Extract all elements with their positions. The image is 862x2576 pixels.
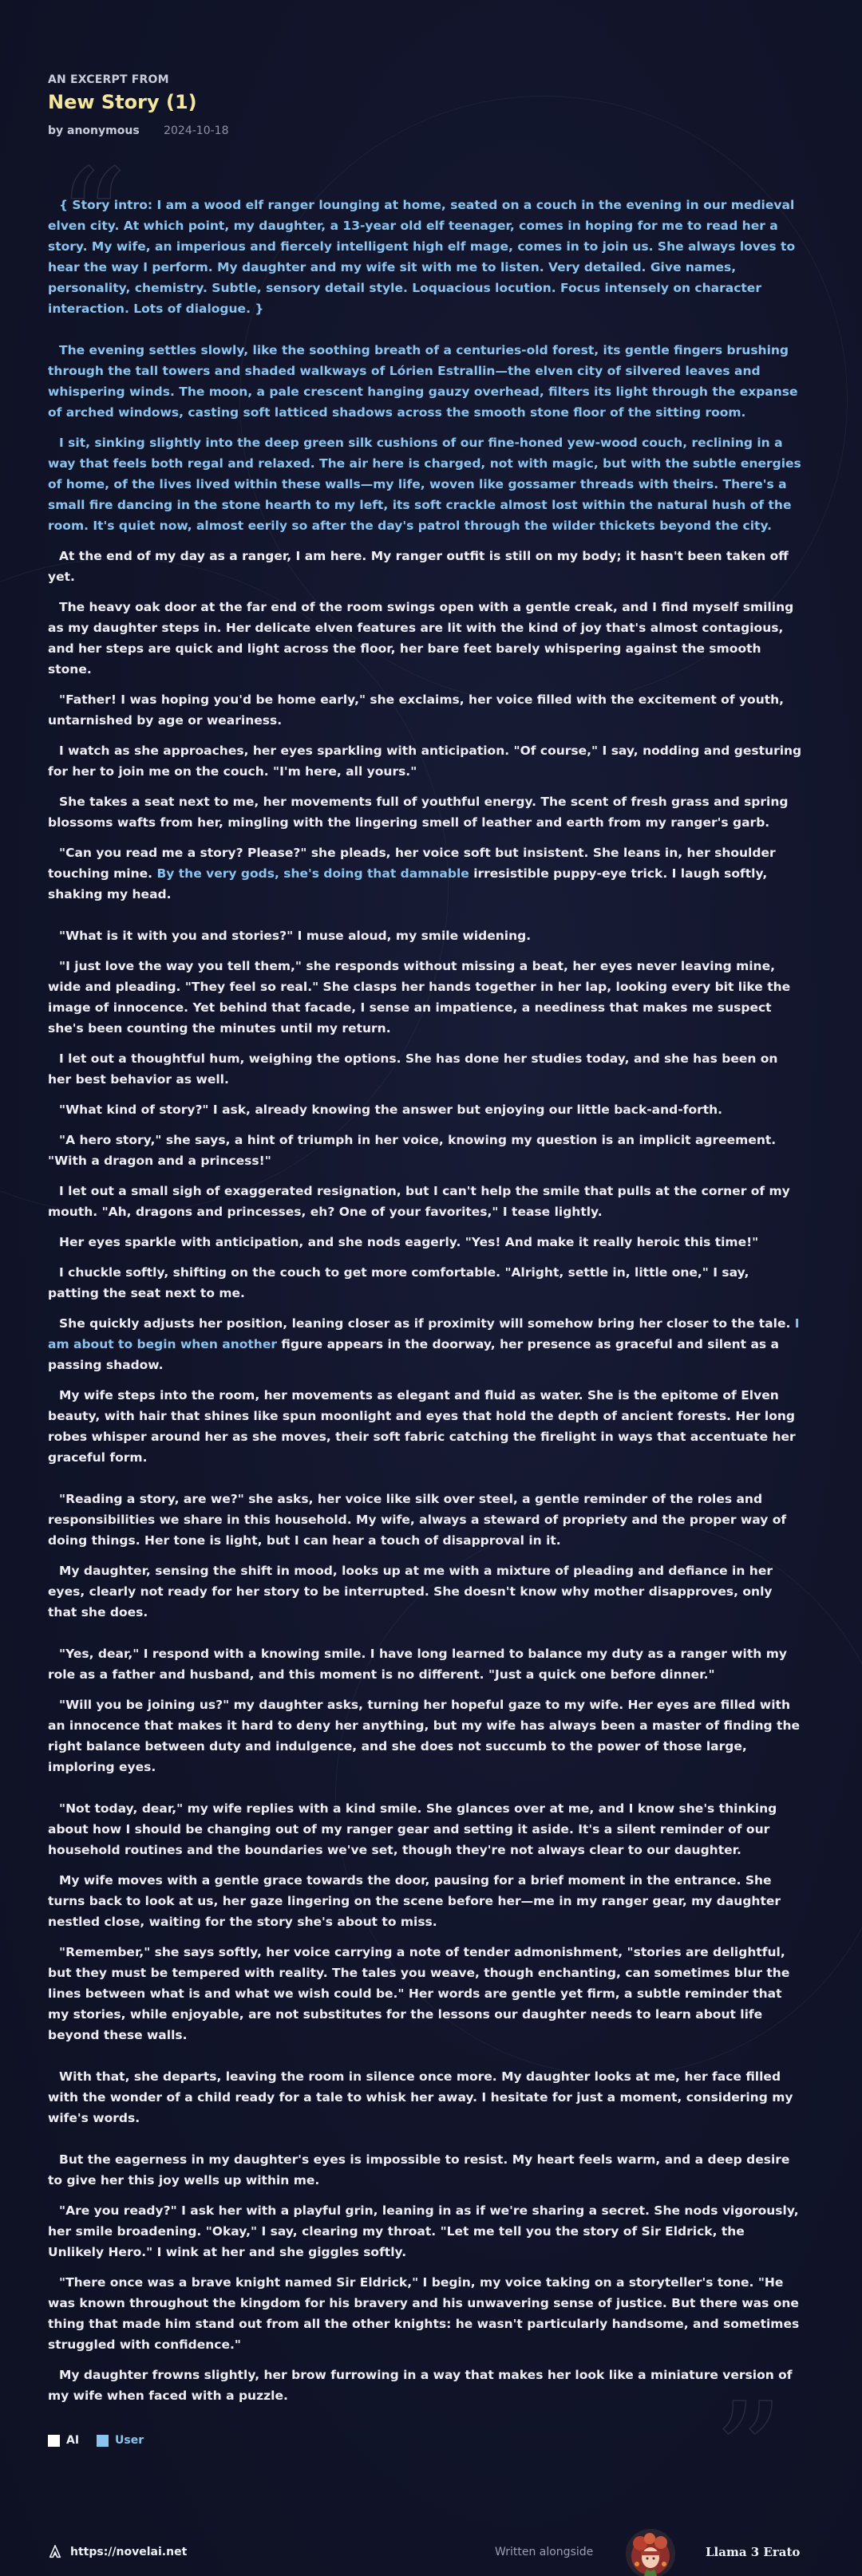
story-paragraph <box>48 842 803 905</box>
story-paragraph <box>48 956 803 1039</box>
ai-text-segment: But the eagerness in my daughter's eyes is impossible to resist. My heart feels warm, and a deep desire to give her this joy wells up within me. <box>48 2152 790 2187</box>
user-swatch <box>97 2435 109 2447</box>
ai-text-segment: "A hero story," she says, a hint of triumph in her voice, knowing my question is an implicit agreement. "With a dragon and a princess!" <box>48 1133 777 1168</box>
ai-text-segment: "Remember," she says softly, her voice carrying a note of tender admonishment, "stories are delightful, but they must be tempered with reality. The tales you weave, though enchanting, can sometimes blur the lines between what is and what we wish could be." Her words are gentle yet firm, a subtle reminder that my stories, while enjoyable, are not substitutes for the lessons our daughter needs to learn about life beyond these walls. <box>48 1945 790 2042</box>
open-quote-icon: “ <box>57 140 127 298</box>
ai-text-segment: I let out a small sigh of exaggerated resignation, but I can't help the smile that pulls at the corner of my mouth. "Ah, dragons and princesses, eh? One of your favorites," I tease lightly. <box>48 1184 790 1219</box>
ai-text-segment: "Father! I was hoping you'd be home early," she exclaims, her voice filled with the excitement of youth, untarnished by age or weariness. <box>48 692 785 728</box>
ai-text-segment: She quickly adjusts her position, leaning closer as if proximity will somehow bring her closer to the tale. <box>59 1316 795 1331</box>
ai-text-segment: "I just love the way you tell them," she responds without missing a beat, her eyes never leaving mine, wide and pleading. "They feel so real." She clasps her hands together in her lap, looking every bit like the image of innocence. Yet behind that facade, I sense an impatience, a neediness that makes me suspect she's been counting the minutes until my return. <box>48 959 791 1036</box>
model-avatar-art <box>626 2529 675 2576</box>
excerpt-kicker: AN EXCERPT FROM <box>48 73 169 86</box>
ai-text-segment: irresistible puppy-eye trick. I laugh softly, shaking my head. <box>48 866 768 901</box>
story-header <box>48 73 814 137</box>
ai-text-segment: "What kind of story?" I ask, already knowing the answer but enjoying our little back-and-forth. <box>59 1103 723 1117</box>
story-paragraph <box>48 1489 803 1551</box>
story-paragraph <box>48 1643 803 1685</box>
story-paragraph <box>48 1560 803 1623</box>
ai-text-segment: figure appears in the doorway, her presence as graceful and silent as a passing shadow. <box>48 1337 779 1372</box>
model-avatar <box>626 2529 675 2576</box>
legend <box>48 2434 161 2447</box>
ai-text-segment: Her eyes sparkle with anticipation, and she nods eagerly. "Yes! And make it really heroic this time!" <box>59 1235 759 1249</box>
ai-text-segment: My daughter, sensing the shift in mood, looks up at me with a mixture of pleading and defiance in her eyes, clearly not ready for her story to be interrupted. She doesn't know why mother disapproves, only that she does. <box>48 1564 773 1619</box>
story-paragraph <box>48 2066 803 2128</box>
user-text-segment: I sit, sinking slightly into the deep green silk cushions of our fine-honed yew-wood couch, reclining in a way that feels both regal and relaxed. The air here is charged, not with magic, but with the subtle energies of home, of the lives lived within these walls—my life, woven like gossamer threads with theirs. There's a small fire dancing in the stone hearth to my left, its soft crackle almost lost within the natural hush of the room. It's quiet now, almost eerily so after the day's patrol through the wilder thickets beyond the city. <box>48 436 801 533</box>
written-alongside-label: Written alongside <box>495 2546 594 2558</box>
ai-text-segment: "Can you read me a story? Please?" she pleads, her voice soft but insistent. She leans in, her shoulder touching mine. <box>48 846 776 881</box>
ai-text-segment: At the end of my day as a ranger, I am here. My ranger outfit is still on my body; it hasn't been taken off yet. <box>48 549 789 584</box>
story-paragraph <box>48 1385 803 1468</box>
site-link[interactable] <box>48 2545 187 2559</box>
ai-text-segment: My wife moves with a gentle grace towards the door, pausing for a brief moment in the entrance. She turns back to look at us, her gaze lingering on the scene before her—me in my ranger gear, my daughter nestled close, waiting for the story she's about to miss. <box>48 1873 781 1929</box>
story-paragraph <box>48 340 803 423</box>
ai-text-segment: "Reading a story, are we?" she asks, her voice like silk over steel, a gentle reminder of the roles and responsibilities we share in this household. My wife, always a steward of propriety and the proper way of doing things. Her tone is light, but I can hear a touch of disapproval in it. <box>48 1492 787 1548</box>
story-paragraph <box>48 1130 803 1171</box>
story-paragraph <box>48 1048 803 1090</box>
story-paragraph <box>48 2365 803 2406</box>
ai-text-segment: "Will you be joining us?" my daughter asks, turning her hopeful gaze to my wife. Her eyes are filled with an innocence that makes it hard to deny her anything, but my wife has always been a master of finding the right balance between duty and indulgence, and she does not succumb to the power of those large, imploring eyes. <box>48 1698 800 1774</box>
story-paragraph <box>48 432 803 536</box>
story-paragraph <box>48 1313 803 1375</box>
story-paragraph <box>48 2272 803 2355</box>
story-paragraph <box>48 925 803 946</box>
user-text-segment: By the very gods, she's doing that damnable <box>156 866 469 881</box>
story-body <box>48 195 803 2416</box>
ai-text-segment: With that, she departs, leaving the room in silence once more. My daughter looks at me, her face filled with the wonder of a child ready for a tale to whisk her away. I hesitate for just a moment, considering my wife's words. <box>48 2069 793 2125</box>
story-paragraph <box>48 1232 803 1252</box>
user-text-segment: { Story intro: I am a wood elf ranger lounging at home, seated on a couch in the evening in our medieval elven city. At which point, my daughter, a 13-year old elf teenager, comes in hoping for me to read her a story. My wife, an imperious and fiercely intelligent high elf mage, comes in to join us. She always loves to hear the way I perform. My daughter and my wife sit with me to listen. Very detailed. Give names, personality, chemistry. Subtle, sensory detail style. Loquacious locution. Focus intensely on character interaction. Lots of dialogue. } <box>48 198 796 316</box>
legend-user-label: User <box>115 2434 144 2447</box>
ai-text-segment: My wife steps into the room, her movements as elegant and fluid as water. She is the epitome of Elven beauty, with hair that shines like spun moonlight and eyes that hold the depth of ancient forests. Her long robes whisper around her as she moves, their soft fabric catching the firelight in ways that accentuate her graceful form. <box>48 1388 796 1465</box>
story-paragraph <box>48 1262 803 1304</box>
user-text-segment: The evening settles slowly, like the soothing breath of a centuries-old forest, its gentle fingers brushing through the tall towers and shaded walkways of Lórien Estrallin—the elven city of silvered leaves and whispering winds. The moon, a pale crescent hanging gauzy overhead, filters its light through the expanse of arched windows, casting soft latticed shadows across the smooth stone floor of the sitting room. <box>48 343 798 420</box>
ai-text-segment: "Yes, dear," I respond with a knowing smile. I have long learned to balance my duty as a ranger with my role as a father and husband, and this moment is no different. "Just a quick one before dinner." <box>48 1647 787 1682</box>
ai-text-segment: "Not today, dear," my wife replies with a kind smile. She glances over at me, and I know she's thinking about how I should be changing out of my ranger gear and setting it aside. It's a silent reminder of our household routines and the boundaries we've set, though they're not always clear to our daughter. <box>48 1801 777 1857</box>
footer <box>48 2545 814 2576</box>
story-paragraph <box>48 195 803 319</box>
site-url: https://novelai.net <box>70 2546 188 2558</box>
story-paragraph <box>48 2200 803 2262</box>
ai-swatch <box>48 2435 60 2447</box>
story-paragraph <box>48 546 803 587</box>
ai-text-segment: "Are you ready?" I ask her with a playful grin, leaning in as if we're sharing a secret. She nods vigorously, her smile broadening. "Okay," I say, clearing my throat. "Let me tell you the story of Sir Eldrick, the Unlikely Hero." I wink at her and she giggles softly. <box>48 2203 799 2259</box>
ai-text-segment: "There once was a brave knight named Sir Eldrick," I begin, my voice taking on a storyteller's tone. "He was known throughout the kingdom for his bravery and his unwavering sense of justice. But there was one thing that made him stand out from all the other knights: he wasn't particularly handsome, and sometimes struggled with confidence." <box>48 2275 800 2352</box>
ai-text-segment: "What is it with you and stories?" I muse aloud, my smile widening. <box>59 929 532 943</box>
story-paragraph <box>48 1870 803 1932</box>
ai-text-segment: I chuckle softly, shifting on the couch to get more comfortable. "Alright, settle in, little one," I say, patting the seat next to me. <box>48 1265 749 1300</box>
story-paragraph <box>48 1694 803 1777</box>
novelai-logo-icon <box>48 2545 62 2559</box>
story-paragraph <box>48 2149 803 2191</box>
story-paragraph <box>48 1798 803 1860</box>
story-title: New Story (1) <box>48 91 197 113</box>
close-quote-icon: ” <box>714 2374 783 2532</box>
ai-text-segment: My daughter frowns slightly, her brow furrowing in a way that makes her look like a miniature version of my wife when faced with a puzzle. <box>48 2368 793 2403</box>
model-name: Llama 3 Erato <box>706 2545 801 2559</box>
story-paragraph <box>48 740 803 782</box>
legend-ai-label: AI <box>66 2434 80 2447</box>
user-text-segment: I am about to begin when another <box>48 1316 800 1351</box>
legend-user <box>97 2434 144 2447</box>
story-paragraph <box>48 597 803 680</box>
story-paragraph <box>48 1942 803 2045</box>
story-meta <box>48 124 814 137</box>
ai-text-segment: The heavy oak door at the far end of the room swings open with a gentle creak, and I find myself smiling as my daughter steps in. Her delicate elven features are lit with the kind of joy that's almost contagious, and her steps are quick and light across the floor, her bare feet barely whispering against the smooth stone. <box>48 600 794 677</box>
ai-text-segment: I watch as she approaches, her eyes sparkling with anticipation. "Of course," I say, nodding and gesturing for her to join me on the couch. "I'm here, all yours." <box>48 744 802 779</box>
legend-ai <box>48 2434 79 2447</box>
date-label: 2024-10-18 <box>164 124 229 137</box>
story-paragraph <box>48 689 803 731</box>
story-paragraph <box>48 791 803 833</box>
ai-text-segment: She takes a seat next to me, her movements full of youthful energy. The scent of fresh grass and spring blossoms wafts from her, mingling with the lingering smell of leather and earth from my ranger's garb. <box>48 795 789 830</box>
ai-text-segment: I let out a thoughtful hum, weighing the options. She has done her studies today, and she has been on her best behavior as well. <box>48 1051 778 1087</box>
story-paragraph <box>48 1181 803 1222</box>
author-label: by anonymous <box>48 124 140 137</box>
story-paragraph <box>48 1099 803 1120</box>
